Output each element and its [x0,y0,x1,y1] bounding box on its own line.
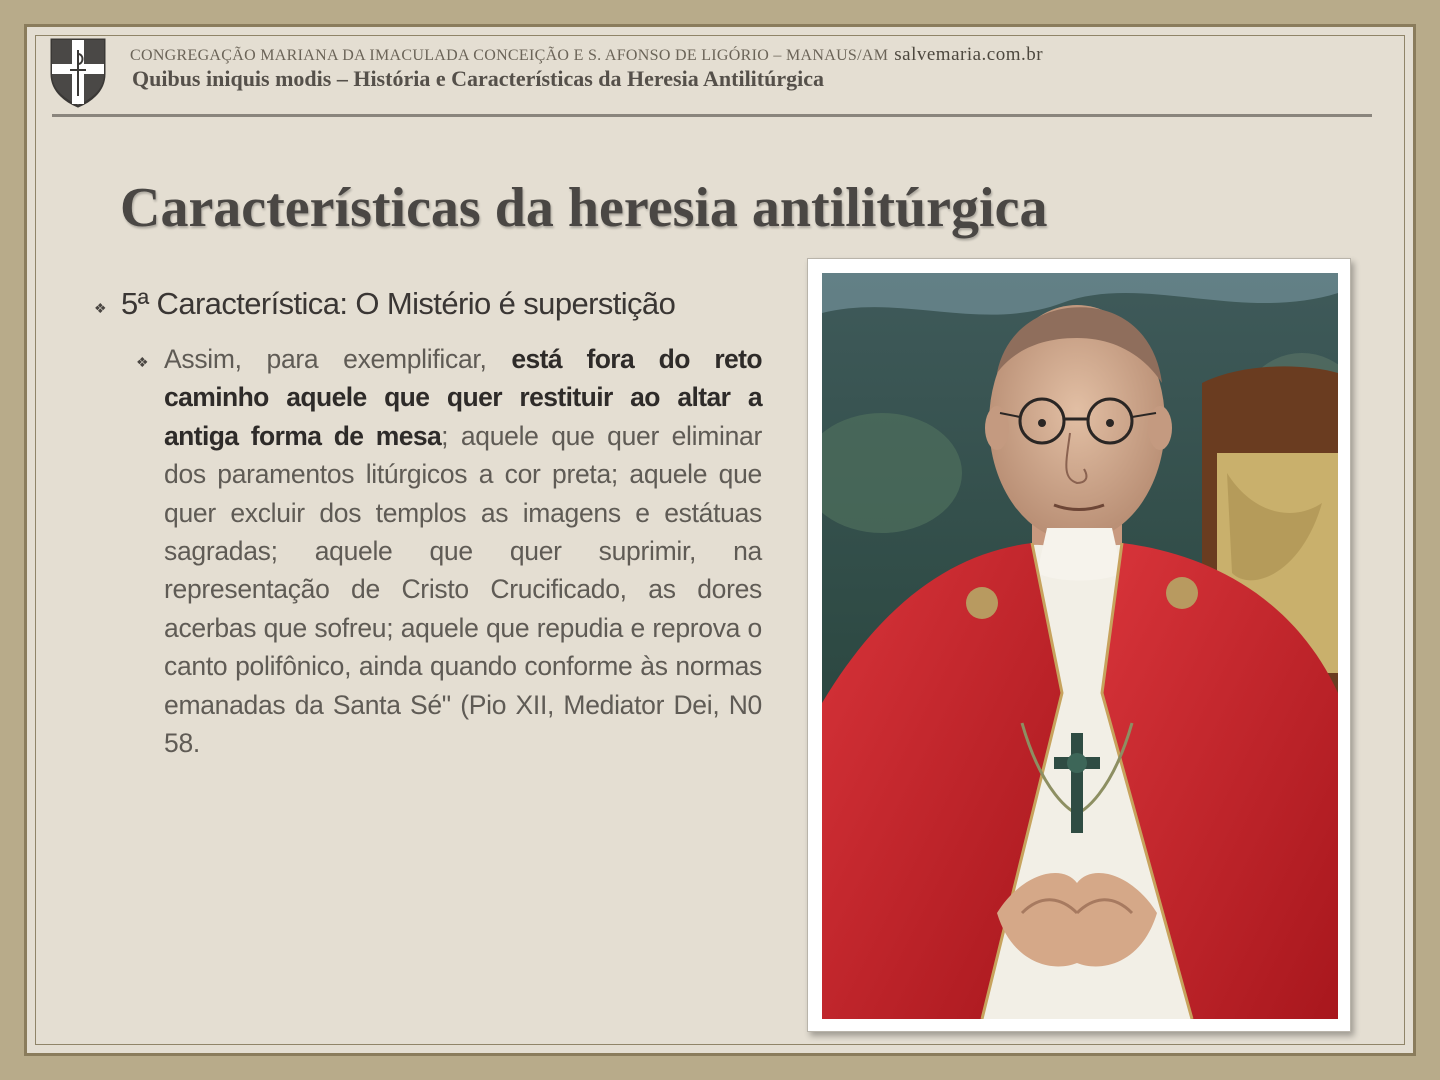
diamond-bullet-icon: ❖ [94,300,106,316]
header-divider [52,114,1372,117]
quote-intro: Assim, para exemplificar, [164,344,512,374]
quote-paragraph [164,340,762,762]
slide-title: Características da heresia antilitúrgica [120,177,1048,239]
site-link[interactable]: salvemaria.com.br [894,44,1044,65]
quote-emphasis: está fora do reto caminho aquele que quer restituir ao altar a antiga forma de mesa [164,344,762,451]
shield-cross-crest-icon [48,36,108,108]
bullet1-text: 5ª Característica: O Mistério é superstição [121,286,676,321]
diamond-bullet-icon: ❖ [136,354,149,370]
series-title: Quibus iniquis modis – História e Características da Heresia Antilitúrgica [132,66,824,91]
pope-portrait-image [822,273,1338,1019]
organization-name: CONGREGAÇÃO MARIANA DA IMACULADA CONCEIÇÃO E S. AFONSO DE LIGÓRIO – MANAUS/AM [130,47,889,64]
portrait-frame [807,258,1351,1032]
bullet-level2 [136,340,762,762]
header-organization [130,44,1043,66]
quote-rest: ; aquele que quer eliminar dos paramentos litúrgicos a cor preta; aquele que quer excluir dos templos as imagens e estátuas sagradas; aquele que quer suprimir, na representação de Cristo Crucificado, as dores acerbas que sofreu; aquele que repudia e reprova o canto polifônico, ainda quando conforme às normas emanadas da Santa Sé" (Pio XII, Mediator Dei, N0 58. [164,420,762,759]
